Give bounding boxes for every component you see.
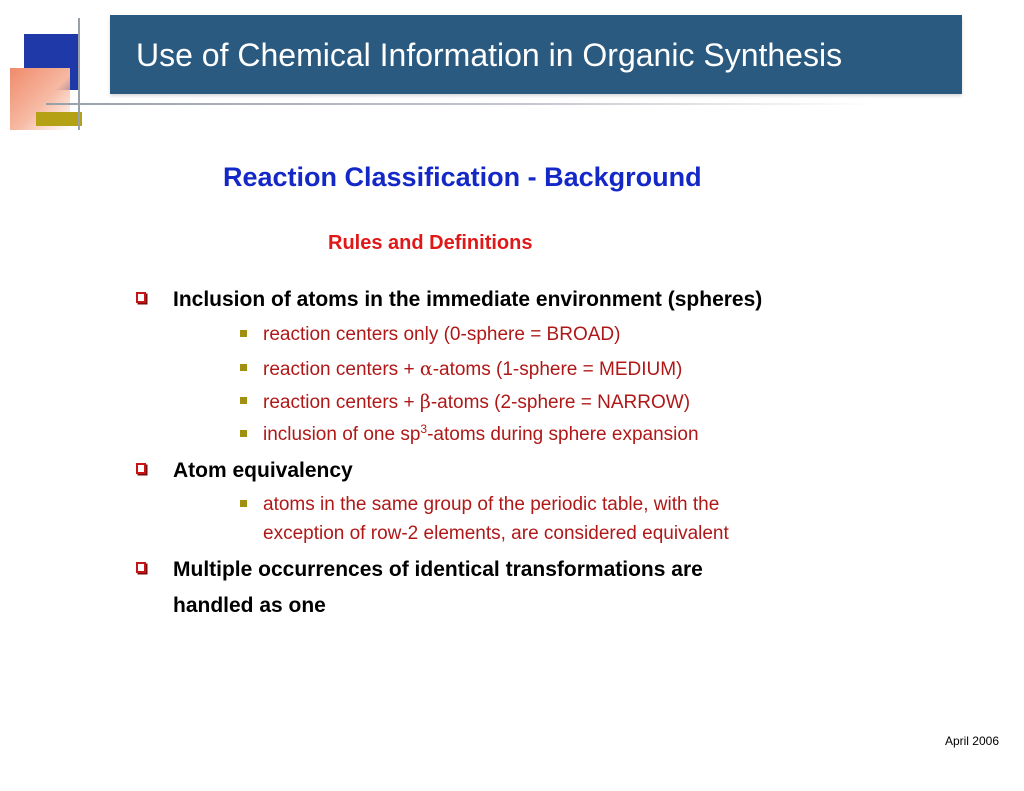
checkbox-bullet-icon	[136, 463, 146, 474]
slide-subtitle: Reaction Classification - Background	[223, 162, 702, 192]
section-heading: Rules and Definitions	[328, 232, 533, 254]
sub-item-text: reaction centers only (0-sphere = BROAD)	[263, 324, 621, 345]
sub-item-text: inclusion of one $sp^3$-atoms during sphere expansion	[263, 422, 699, 445]
sub-item-text: reaction centers + β-atoms (2-sphere = NARROW)	[263, 391, 691, 413]
checkbox-bullet-icon	[136, 292, 146, 303]
square-bullet-icon	[240, 500, 247, 507]
superscript: 3	[420, 422, 428, 436]
footer-date: April 2006	[944, 734, 999, 748]
sub-item-text: reaction centers + α-atoms (1-sphere = MEDIUM)	[263, 358, 683, 380]
bullet-text: Inclusion of atoms in the immediate environment (spheres)	[173, 288, 763, 311]
logo-vertical-line	[78, 18, 80, 130]
sub-item-text-line1: atoms in the same group of the periodic table, with the	[263, 494, 720, 515]
square-bullet-icon	[240, 430, 247, 437]
slide-title: Use of Chemical Information in Organic Synthesis	[136, 37, 843, 73]
bullet-text: Atom equivalency	[173, 459, 353, 482]
bullet-text-line1: Multiple occurrences of identical transformations are	[173, 558, 703, 581]
square-bullet-icon	[240, 397, 247, 404]
square-bullet-icon	[240, 364, 247, 371]
title-bar	[110, 15, 962, 94]
sub-item-text-line2: exception of row-2 elements, are considered equivalent	[263, 523, 729, 544]
square-bullet-icon	[240, 330, 247, 337]
logo-olive-bar	[36, 112, 82, 126]
beta-symbol: β	[419, 391, 431, 413]
alpha-symbol: α	[419, 358, 433, 380]
header-divider-line	[46, 103, 876, 105]
checkbox-bullet-icon	[136, 562, 146, 573]
bullet-text-line2: handled as one	[173, 594, 326, 617]
